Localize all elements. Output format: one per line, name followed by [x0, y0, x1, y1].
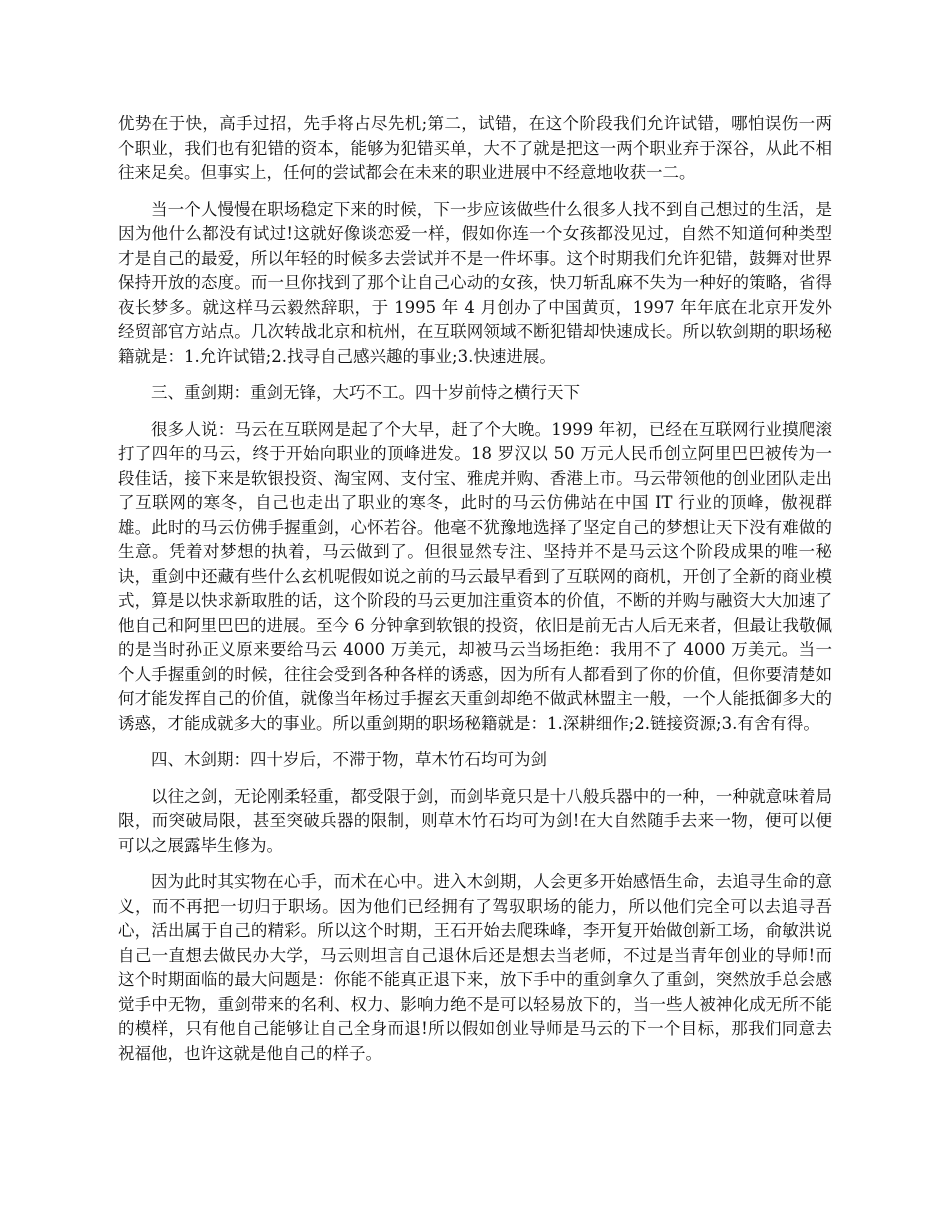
paragraph-soft-sword-period: 当一个人慢慢在职场稳定下来的时候，下一步应该做些什么很多人找不到自己想过的生活，是因为他什么都没有试过!这就好像谈恋爱一样，假如你连一个女孩都没见过，自然不知道何种类型才是自己的最爱，所以年轻的时候多去尝试并不是一件坏事。这个时期我们允许犯错，鼓舞对世界保持开放的态度。而一旦你找到了那个让自己心动的女孩，快刀斩乱麻不失为一种好的策略，省得夜长梦多。就这样马云毅然辞职，于 1995 年 4 月创办了中国黄页，1997 年年底在北京开发外经贸部官方站点。几次转战北京和杭州，在互联网领域不断犯错却快速成长。所以软剑期的职场秘籍就是：1.允许试错;2.找寻自己感兴趣的事业;3.快速进展。 — [118, 199, 832, 366]
document-page — [118, 112, 832, 1078]
paragraph-trial-and-error: 优势在于快，高手过招，先手将占尽先机;第二，试错，在这个阶段我们允许试错，哪怕误伤一两个职业，我们也有犯错的资本，能够为犯错买单，大不了就是把这一两个职业弃于深谷，从此不相往来足矣。但事实上，任何的尝试都会在未来的职业进展中不经意地收获一二。 — [118, 114, 832, 182]
paragraph-heavy-sword-period: 很多人说：马云在互联网是起了个大早，赶了个大晚。1999 年初，已经在互联网行业摸爬滚打了四年的马云，终于开始向职业的顶峰进发。18 罗汉以 50 万元人民币创立阿里巴巴被传为一段佳话，接下来是软银投资、淘宝网、支付宝、雅虎并购、香港上市。马云带领他的创业团队走出了互联网的寒冬，自己也走出了职业的寒冬，此时的马云仿佛站在中国 IT 行业的顶峰，傲视群雄。此时的马云仿佛手握重剑，心怀若谷。他毫不犹豫地选择了坚定自己的梦想让天下没有难做的生意。凭着对梦想的执着，马云做到了。但很显然专注、坚持并不是马云这个阶段成果的唯一秘诀，重剑中还藏有些什么玄机呢假如说之前的马云最早看到了互联网的商机，开创了全新的商业模式，算是以快求新取胜的话，这个阶段的马云更加注重资本的价值，不断的并购与融资大大加速了他自己和阿里巴巴的进展。至今 6 分钟拿到软银的投资，依旧是前无古人后无来者，但最让我敬佩的是当时孙正义原来要给马云 4000 万美元，却被马云当场拒绝：我用不了 4000 万美元。当一个人手握重剑的时候，往往会受到各种各样的诱惑，因为所有人都看到了你的价值，但你要清楚如何才能发挥自己的价值，就像当年杨过手握玄天重剑却绝不做武林盟主一般，一个人能抵御多大的诱惑，才能成就多大的事业。所以重剑期的职场秘籍就是：1.深耕细作;2.链接资源;3.有舍有得。 — [118, 419, 832, 733]
section-heading-heavy-sword: 三、重剑期：重剑无锋，大巧不工。四十岁前恃之横行天下 — [151, 383, 580, 402]
paragraph-wooden-sword-period: 因为此时其实物在心手，而术在心中。进入木剑期，人会更多开始感悟生命，去追寻生命的意义，而不再把一切归于职场。因为他们已经拥有了驾驭职场的能力，所以他们完全可以去追寻吾心，活出属于自己的精彩。所以这个时期，王石开始去爬珠峰，李开复开始做创新工场，俞敏洪说自己一直想去做民办大学，马云则坦言自己退休后还是想去当老师，不过是当青年创业的导师!而这个时期面临的最大问题是：你能不能真正退下来，放下手中的重剑拿久了重剑，突然放手总会感觉手中无物，重剑带来的名利、权力、影响力绝不是可以轻易放下的，当一些人被神化成无所不能的模样，只有他自己能够让自己全身而退!所以假如创业导师是马云的下一个目标，那我们同意去祝福他，也许这就是他自己的样子。 — [118, 872, 832, 1063]
section-heading-wooden-sword: 四、木剑期：四十岁后，不滞于物，草木竹石均可为剑 — [151, 750, 547, 769]
paragraph-wooden-sword-intro: 以往之剑，无论刚柔轻重，都受限于剑，而剑毕竟只是十八般兵器中的一种，一种就意味着局限，而突破局限，甚至突破兵器的限制，则草木竹石均可为剑!在大自然随手去来一物，便可以便可以之展露毕生修为。 — [118, 786, 832, 855]
